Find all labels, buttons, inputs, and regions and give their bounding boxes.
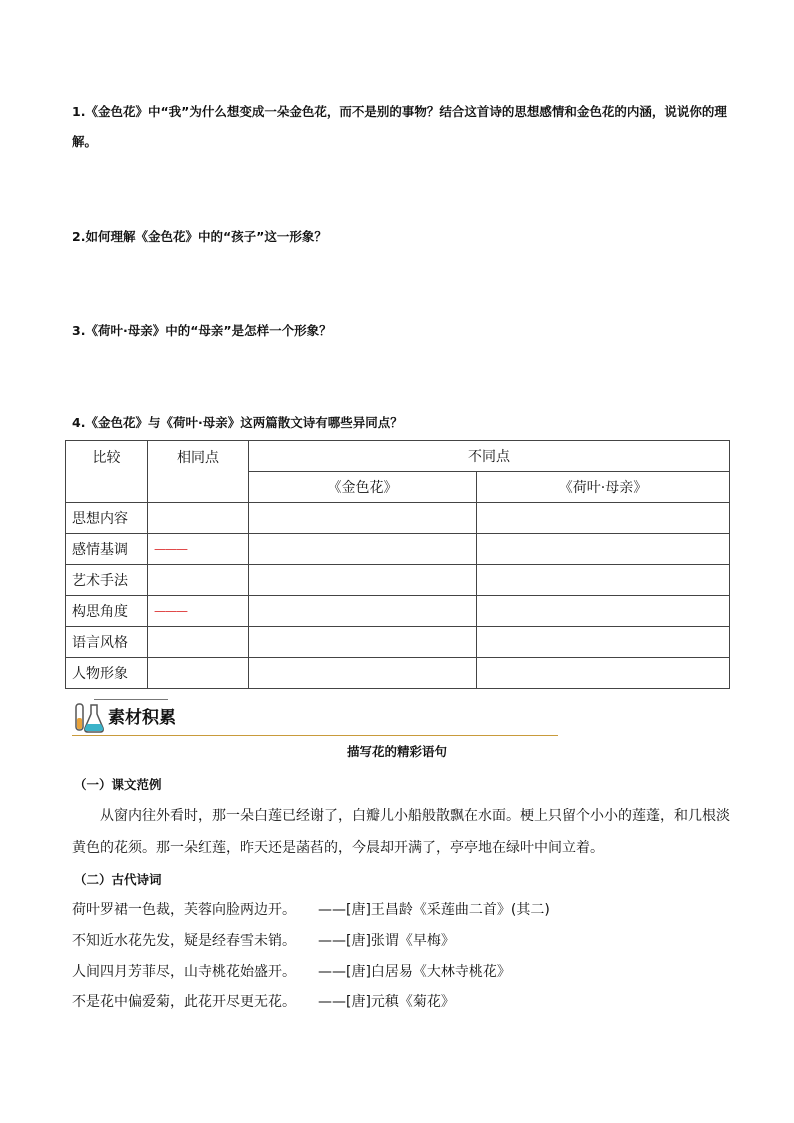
- section-header: [72, 697, 558, 737]
- row-label: 语言风格: [66, 627, 148, 658]
- cell-empty: [249, 565, 477, 596]
- part1-title: （一）课文范例: [74, 777, 162, 792]
- part1-text: 从窗内往外看时，那一朵白莲已经谢了，白瓣儿小船般散飘在水面。梗上只留个小小的莲蓬，和几根淡黄色的花须。那一朵红莲，昨天还是菡萏的，今晨却开满了，亭亭地在绿叶中间立着。: [72, 808, 730, 856]
- header-jinsehua: 《金色花》: [249, 472, 477, 503]
- table-row: [66, 565, 730, 596]
- cell-empty: [477, 565, 730, 596]
- cell-empty: [249, 534, 477, 565]
- poem-line: [72, 991, 455, 1011]
- subtitle: 描写花的精彩语句: [346, 744, 447, 759]
- header-compare: 比较: [66, 441, 148, 503]
- row-label: 思想内容: [66, 503, 148, 534]
- poem-line: [72, 899, 550, 919]
- table-row: [66, 658, 730, 689]
- cell-empty: [477, 627, 730, 658]
- cell-empty: [477, 596, 730, 627]
- poem-line: [72, 961, 511, 981]
- row-label: 感情基调: [66, 534, 148, 565]
- question-3: 3.《荷叶·母亲》中的“母亲”是怎样一个形象？: [72, 323, 332, 338]
- cell-empty: [249, 658, 477, 689]
- section-underline: [72, 735, 558, 736]
- table-row: [66, 503, 730, 534]
- row-mark: [148, 627, 249, 658]
- table-row: [66, 627, 730, 658]
- poem-text: 人间四月芳菲尽，山寺桃花始盛开。: [72, 964, 296, 980]
- part2-title: （二）古代诗词: [74, 872, 162, 887]
- row-mark: ———: [148, 596, 249, 627]
- question-4: 4.《金色花》与《荷叶·母亲》这两篇散文诗有哪些异同点？: [72, 415, 403, 430]
- section-title: 素材积累: [108, 708, 176, 728]
- poem-source: ——[唐]张谓《早梅》: [318, 933, 455, 949]
- header-same: 相同点: [148, 441, 249, 503]
- row-label: 构思角度: [66, 596, 148, 627]
- poem-text: 荷叶罗裙一色裁，芙蓉向脸两边开。: [72, 902, 296, 918]
- table-row: [66, 534, 730, 565]
- row-label: 艺术手法: [66, 565, 148, 596]
- cell-empty: [249, 627, 477, 658]
- row-mark: [148, 658, 249, 689]
- poem-source: ——[唐]王昌龄《采莲曲二首》(其二): [318, 902, 550, 918]
- cell-empty: [477, 658, 730, 689]
- cell-empty: [477, 534, 730, 565]
- poem-text: 不知近水花先发，疑是经春雪未销。: [72, 933, 296, 949]
- header-diff: 不同点: [249, 441, 730, 472]
- row-mark: [148, 503, 249, 534]
- row-label: 人物形象: [66, 658, 148, 689]
- cell-empty: [249, 596, 477, 627]
- poem-text: 不是花中偏爱菊，此花开尽更无花。: [72, 994, 296, 1010]
- row-mark: ———: [148, 534, 249, 565]
- question-1: 1.《金色花》中“我”为什么想变成一朵金色花，而不是别的事物？结合这首诗的思想感情和金色花的内涵，说说你的理解。: [72, 104, 727, 149]
- comparison-table: [65, 440, 730, 689]
- cell-empty: [249, 503, 477, 534]
- poem-source: ——[唐]白居易《大林寺桃花》: [318, 964, 511, 980]
- poem-line: [72, 930, 455, 950]
- cell-empty: [477, 503, 730, 534]
- header-heye-muqin: 《荷叶·母亲》: [477, 472, 730, 503]
- lab-flask-icon: [72, 700, 106, 736]
- poem-source: ——[唐]元稹《菊花》: [318, 994, 455, 1010]
- question-2: 2.如何理解《金色花》中的“孩子”这一形象？: [72, 229, 327, 244]
- row-mark: [148, 565, 249, 596]
- table-row: [66, 596, 730, 627]
